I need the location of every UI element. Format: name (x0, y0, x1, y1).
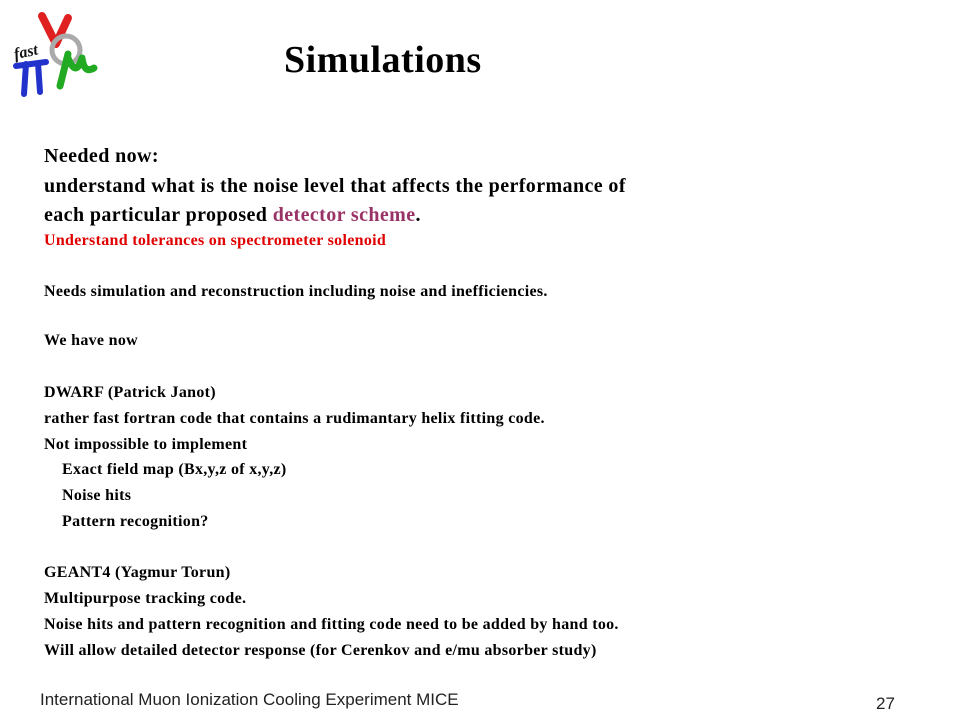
footer-text: International Muon Ionization Cooling Experiment MICE (40, 690, 459, 709)
dwarf-description: rather fast fortran code that contains a rudimantary helix fitting code. (44, 410, 545, 427)
detector-scheme-highlight: detector scheme (272, 204, 416, 226)
page-title: Simulations (284, 39, 482, 81)
fast-nu-mu-logo-icon (10, 8, 102, 100)
list-item-noise-hits: Noise hits (62, 487, 132, 504)
logo (10, 8, 102, 100)
dwarf-heading: DWARF (Patrick Janot) (44, 384, 216, 401)
list-item-pattern-recognition: Pattern recognition? (62, 513, 209, 530)
will-allow-line: Will allow detailed detector response (for Cerenkov and e/mu absorber study) (44, 642, 597, 659)
understand-line-1: understand what is the noise level that affects the performance of (44, 175, 626, 197)
list-item-field-map: Exact field map (Bx,y,z of x,y,z) (62, 461, 287, 478)
understand-line-2-post: . (415, 204, 421, 226)
understand-line-2 (44, 204, 421, 227)
we-have-now-line: We have now (44, 332, 138, 349)
noise-hits-line: Noise hits and pattern recognition and fitting code need to be added by hand too. (44, 616, 619, 633)
needs-simulation-line: Needs simulation and reconstruction including noise and inefficiencies. (44, 283, 548, 300)
geant4-description: Multipurpose tracking code. (44, 590, 247, 607)
understand-line-2-pre: each particular proposed (44, 204, 273, 226)
tolerances-line: Understand tolerances on spectrometer solenoid (44, 232, 387, 249)
geant4-heading: GEANT4 (Yagmur Torun) (44, 564, 231, 581)
needed-now-label: Needed now: (44, 145, 159, 167)
logo-text: fast (12, 41, 40, 64)
not-impossible-line: Not impossible to implement (44, 436, 248, 453)
page-number: 27 (876, 694, 895, 713)
